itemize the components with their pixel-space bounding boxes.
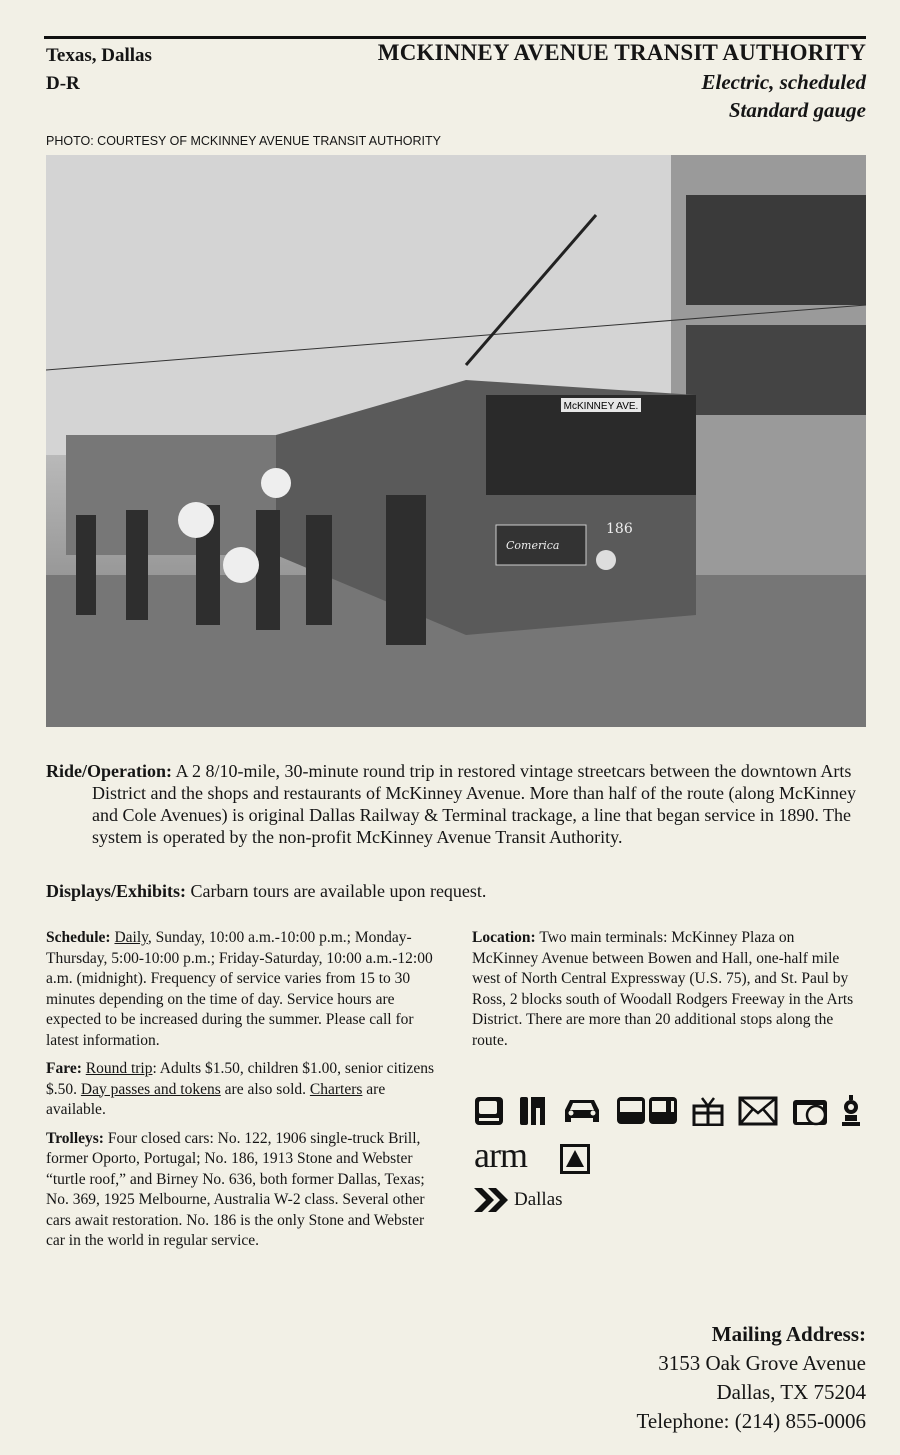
schedule-text: , Sunday, 10:00 a.m.-10:00 p.m.; Monday-Thursday, 5:00-10:00 p.m.; Friday-Saturday, 10:00 a.m.-12:00 a.m. (midnight). Frequency of service varies from 15 to 30 minutes depending on the time of day. Service hours are expected to be increased during the summer. Please call for latest information.: [46, 929, 433, 1049]
location-block: [46, 42, 152, 98]
fare-label: Fare:: [46, 1060, 82, 1077]
right-column: [472, 928, 864, 1059]
arm-logo-text: arm: [474, 1135, 527, 1175]
car-number: 186: [606, 521, 633, 537]
trolleys-text: Four closed cars: No. 122, 1906 single-truck Brill, former Oporto, Portugal; No. 186, 1913 Stone and Webster “turtle roof,” and Birney No. 636, both former Dallas, Texas; No. 369, 1925 Melbourne, Australia W-2 class. Several other cars await restoration. No. 186 is the only Stone and Webster car in the world in regular service.: [46, 1129, 425, 1249]
chevron-right-icon: [474, 1188, 510, 1212]
top-rule: [44, 36, 866, 39]
fare-text-3: are available.: [46, 1080, 386, 1118]
mailing-city: Dallas, TX 75204: [716, 1380, 866, 1404]
left-column: [46, 928, 438, 1260]
camera-icon: [792, 1096, 828, 1126]
coffee-cup-icon: [474, 1096, 504, 1126]
nearest-city: [474, 1188, 563, 1212]
trolleys-label: Trolleys:: [46, 1129, 104, 1147]
mail-icon: [738, 1096, 778, 1126]
mailing-phone: Telephone: (214) 855-0006: [636, 1409, 866, 1433]
displays-text: Carbarn tours are available upon request.: [190, 881, 487, 901]
fare-text: : Adults $1.50, children $1.00, senior citizens $.50.: [46, 1060, 435, 1098]
amtrak-icon: [559, 1143, 591, 1175]
bus-icon: [616, 1096, 678, 1126]
location-label: Location:: [472, 929, 536, 946]
car-icon: [562, 1096, 602, 1126]
streetcar-photo: [46, 155, 866, 727]
location: [472, 928, 864, 1051]
arm-logo: [474, 1137, 591, 1175]
mailing-address: [637, 1320, 866, 1436]
schedule-daily: Daily: [114, 929, 148, 946]
mailing-label: Mailing Address:: [711, 1322, 866, 1346]
photo-credit: PHOTO: COURTESY OF MCKINNEY AVENUE TRANSIT AUTHORITY: [46, 134, 441, 148]
ride-text: A 2 8/10-mile, 30-minute round trip in restored vintage streetcars between the downtown Arts District and the shops and restaurants of McKinney Avenue. More than half of the route (along McKinney and Cole Avenues) is original Dallas Railway & Terminal trackage, a line that began service in 1890. The system is operated by the non-profit McKinney Avenue Transit Authority.: [92, 761, 856, 847]
displays-label: Displays/Exhibits:: [46, 881, 187, 901]
gauge: Standard gauge: [728, 98, 866, 122]
location-text: Two main terminals: McKinney Plaza on McKinney Avenue between Bowen and Hall, one-half mile west of North Central Expressway (U.S. 75), and St. Paul by Ross, 2 blocks south of Woodall Rodgers Freeway in the Arts District. There are more than 20 additional stops along the route.: [472, 929, 854, 1049]
mailing-street: 3153 Oak Grove Avenue: [658, 1351, 866, 1375]
ride-operation: [46, 760, 866, 848]
region-code: D-R: [46, 73, 80, 94]
trolleys: [46, 1129, 438, 1252]
locomotive-icon: [842, 1095, 860, 1127]
nearest-city-name: Dallas: [514, 1189, 563, 1210]
fare-passes: Day passes and tokens: [80, 1080, 221, 1098]
ad-sign: Comerica: [506, 539, 560, 552]
fare-round-trip: Round trip: [85, 1060, 153, 1077]
schedule-label: Schedule:: [46, 929, 111, 946]
state-city: Texas, Dallas: [46, 45, 152, 66]
fare-text-2: are also sold.: [220, 1080, 310, 1098]
railway-type: Electric, scheduled: [701, 70, 866, 94]
page-title: MCKINNEY AVENUE TRANSIT AUTHORITY: [377, 40, 866, 65]
destination-sign: McKINNEY AVE.: [563, 401, 639, 412]
restaurant-icon: [518, 1096, 548, 1126]
fare: [46, 1059, 438, 1121]
gift-shop-icon: [692, 1096, 724, 1126]
fare-charters: Charters: [309, 1080, 363, 1098]
amenity-icons: [474, 1095, 860, 1127]
schedule: [46, 928, 438, 1051]
displays-exhibits: [46, 880, 866, 902]
ride-label: Ride/Operation:: [46, 761, 172, 781]
